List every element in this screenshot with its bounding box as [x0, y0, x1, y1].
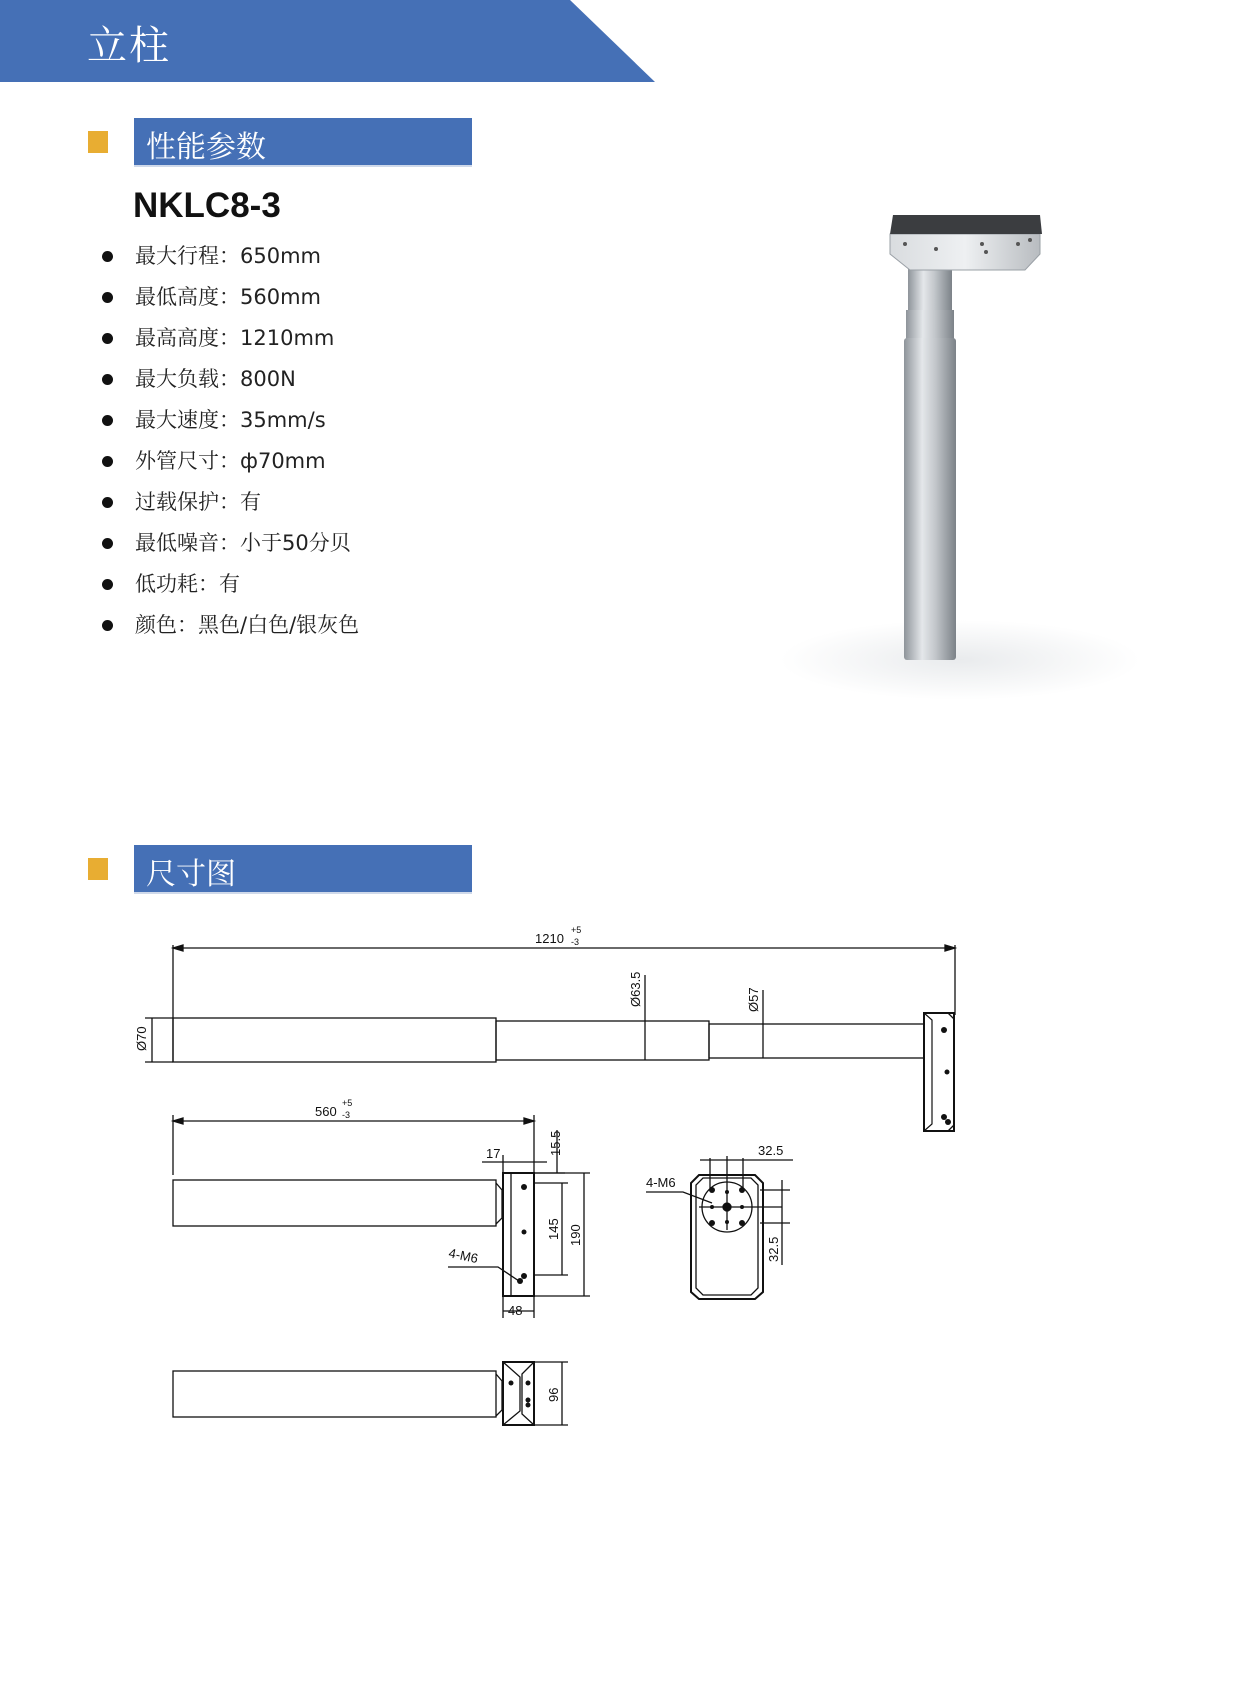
dim-hole-span: 145: [546, 1218, 561, 1240]
spec-text: 过载保护：有: [135, 490, 261, 514]
floor-shadow: [780, 620, 1140, 700]
dim-plate-top: 15.5: [548, 1130, 563, 1156]
bullet-icon: [102, 456, 113, 467]
dim-thread-side: 4-M6: [447, 1245, 480, 1267]
page-title: 立柱: [87, 23, 171, 69]
bullet-icon: [102, 620, 113, 631]
spec-text: 低功耗：有: [135, 572, 240, 596]
spec-text: 颜色：黑色/白色/银灰色: [135, 613, 360, 637]
spec-text: 最低高度：560mm: [135, 285, 321, 309]
bullet-icon: [102, 415, 113, 426]
dim-dia-mid: Ø63.5: [628, 971, 643, 1007]
dim-max-length: 1210: [535, 931, 564, 946]
section-bar: [134, 118, 472, 167]
bullet-icon: [102, 251, 113, 262]
spec-text: 最大行程：650mm: [135, 244, 321, 268]
middle-tube: [906, 310, 954, 340]
spec-text: 最大负载：800N: [135, 367, 296, 391]
spec-text: 最大速度：35mm/s: [135, 408, 326, 432]
section-title-specs: 性能参数: [146, 130, 266, 165]
dim-min-tol-upper: +5: [342, 1098, 353, 1108]
bullet-icon: [102, 292, 113, 303]
dim-dia-inner: Ø57: [746, 987, 761, 1012]
bullet-icon: [102, 374, 113, 385]
spec-text: 外管尺寸：ф70mm: [135, 449, 326, 473]
retracted-view: [173, 1115, 590, 1318]
dimension-drawing: [0, 900, 1240, 1460]
dim-min-length: 560: [315, 1104, 337, 1119]
spec-text: 最低噪音：小于50分贝: [135, 531, 351, 555]
section-bar: [134, 845, 472, 894]
model-number: NKLC8-3: [133, 186, 281, 225]
plate-top: [890, 215, 1042, 234]
section-title-drawing: 尺寸图: [146, 857, 236, 892]
product-image: [760, 200, 1150, 720]
dim-thread-end: 4-M6: [646, 1175, 676, 1190]
dim-plate-offset: 17: [486, 1146, 501, 1161]
section-marker: [88, 131, 108, 153]
bullet-icon: [102, 497, 113, 508]
section-marker: [88, 858, 108, 880]
spec-text: 最高高度：1210mm: [135, 326, 335, 350]
extended-view: [145, 945, 955, 1131]
dim-plate-width: 48: [508, 1303, 523, 1318]
dim-max-tol-upper: +5: [571, 925, 582, 935]
top-banner: [0, 0, 655, 82]
dim-bolt-x: 32.5: [758, 1143, 784, 1158]
mounting-plate: [890, 234, 1040, 270]
top-view: [173, 1362, 568, 1425]
bullet-icon: [102, 333, 113, 344]
dim-bolt-y: 32.5: [766, 1236, 781, 1262]
dim-plate-height: 190: [568, 1224, 583, 1246]
outer-tube: [904, 338, 956, 660]
bullet-icon: [102, 579, 113, 590]
dim-dia-outer: Ø70: [134, 1026, 149, 1051]
dim-top-width: 96: [546, 1387, 561, 1402]
bullet-icon: [102, 538, 113, 549]
dim-min-tol-lower: -3: [342, 1110, 351, 1120]
dim-max-tol-lower: -3: [571, 937, 580, 947]
